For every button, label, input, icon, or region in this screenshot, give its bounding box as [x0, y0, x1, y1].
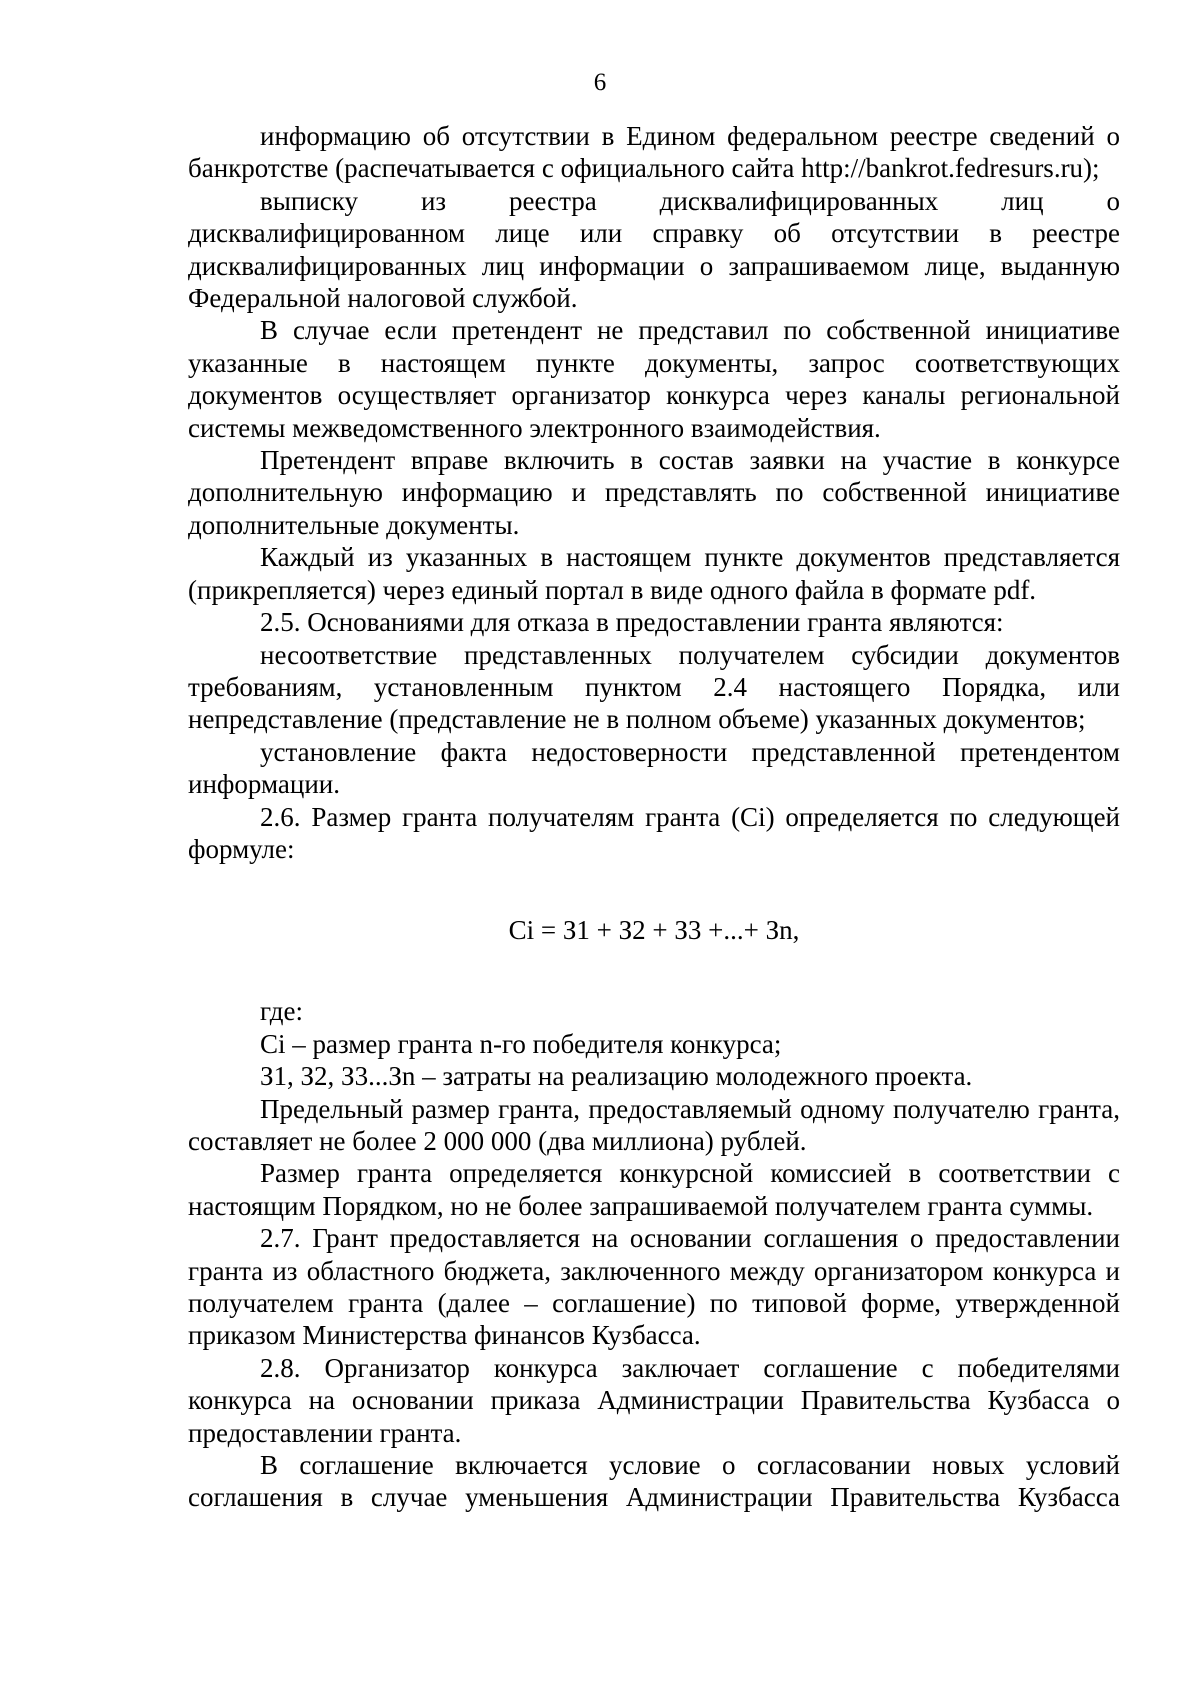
paragraph-2-6-grant-size: 2.6. Размер гранта получателям гранта (Ci) определяется по следующей формуле:: [188, 801, 1120, 864]
paragraph-refusal-reason-1: несоответствие представленных получателем субсидии документов требованиям, установленным пунктом 2.4 настоящего Порядка, или непредставление (представление не в полном объеме) указанных документов;: [188, 639, 1120, 735]
page-number: 6: [593, 69, 607, 96]
paragraph-2-7-agreement: 2.7. Грант предоставляется на основании соглашения о предоставлении гранта из областного бюджета, заключенного между организатором конкурса и получателем гранта (далее – соглашение) по типовой форме, утвержденной приказом Министерства финансов Кузбасса.: [188, 1223, 1120, 1351]
paragraph-interagency-request: В случае если претендент не представил по собственной инициативе указанные в настоящем пункте документы, запрос соответствующих документов осуществляет организатор конкурса через каналы региональной системы межведомственного электронного взаимодействия.: [188, 315, 1120, 443]
paragraph-bankruptcy-info: информацию об отсутствии в Едином федеральном реестре сведений о банкротстве (распечатывается с официального сайта http://bankrot.fedresurs.ru);: [188, 121, 1120, 184]
paragraph-disqualified-extract: выписку из реестра дисквалифицированных лиц о дисквалифицированном лице или справку об отсутствии в реестре дисквалифицированных лиц информации о запрашиваемом лице, выданную Федеральной налоговой службой.: [188, 185, 1120, 314]
document-body: [188, 120, 1120, 1514]
paragraph-pdf-format: Каждый из указанных в настоящем пункте документов представляется (прикрепляется) через единый портал в виде одного файла в формате pdf.: [188, 542, 1120, 605]
paragraph-costs-definition: З1, З2, З3...Зn – затраты на реализацию молодежного проекта.: [260, 1061, 973, 1092]
paragraph-max-grant: Предельный размер гранта, предоставляемый одному получателю гранта, составляет не более 2 000 000 (два миллиона) рублей.: [188, 1093, 1120, 1156]
paragraph-commission-decision: Размер гранта определяется конкурсной комиссией в соответствии с настоящим Порядком, но не более запрашиваемой получателем гранта суммы.: [188, 1158, 1120, 1221]
paragraph-additional-documents: Претендент вправе включить в состав заявки на участие в конкурсе дополнительную информацию и представлять по собственной инициативе дополнительные документы.: [188, 445, 1120, 540]
paragraph-2-8-organizer: 2.8. Организатор конкурса заключает соглашение с победителями конкурса на основании приказа Администрации Правительства Кузбасса о предоставлении гранта.: [188, 1352, 1120, 1448]
paragraph-2-5-heading: 2.5. Основаниями для отказа в предоставлении гранта являются:: [260, 607, 1004, 638]
paragraph-where: где:: [260, 996, 303, 1027]
paragraph-ci-definition: Ci – размер гранта n-го победителя конкурса;: [260, 1028, 782, 1059]
paragraph-agreement-condition: В соглашение включается условие о согласовании новых условий соглашения в случае уменьшения Администрации Правительства Кузбасса: [188, 1450, 1120, 1513]
paragraph-refusal-reason-2: установление факта недостоверности представленной претендентом информации.: [188, 736, 1120, 800]
grant-formula: Ci = З1 + З2 + З3 +...+ Зn,: [508, 915, 800, 946]
